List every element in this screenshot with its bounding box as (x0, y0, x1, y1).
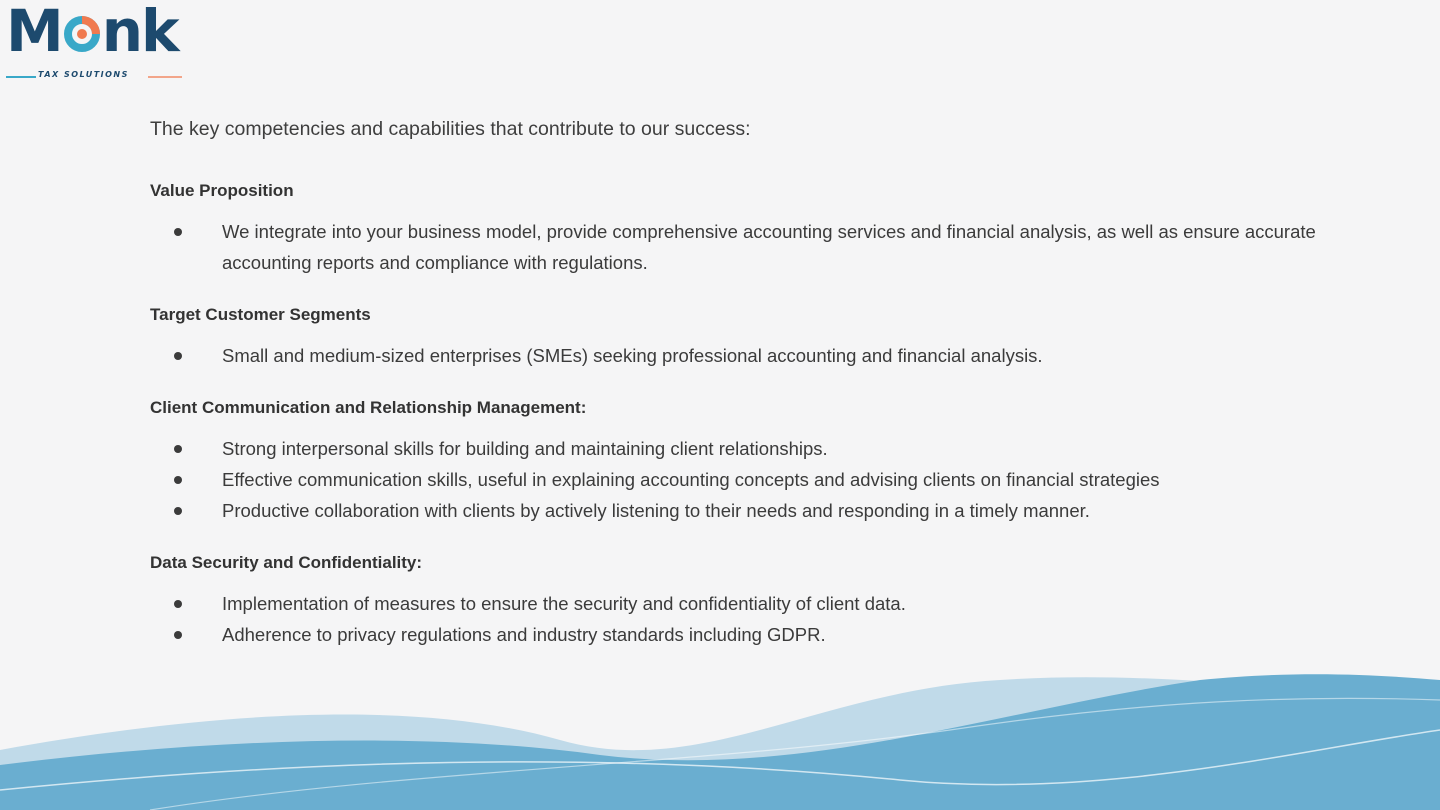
logo-tagline-row (6, 68, 182, 80)
bullet-dot-icon (174, 228, 182, 236)
section-heading: Target Customer Segments (150, 305, 371, 324)
logo-rule-left (6, 76, 36, 78)
section-data-security (150, 552, 1350, 650)
bullet-item: Strong interpersonal skills for building and maintaining client relationships. (150, 433, 1322, 464)
bullet-dot-icon (174, 507, 182, 515)
bullet-item: Small and medium-sized enterprises (SMEs) seeking professional accounting and financial analysis. (150, 340, 1322, 371)
slide-content (150, 116, 1350, 676)
bullet-item: Implementation of measures to ensure the security and confidentiality of client data. (150, 588, 1322, 619)
bullet-item: Productive collaboration with clients by actively listening to their needs and responding in a timely manner. (150, 495, 1322, 526)
bullet-list (150, 433, 1350, 526)
logo-o-icon (63, 4, 101, 42)
intro-text: The key competencies and capabilities that contribute to our success: (150, 118, 751, 140)
section-heading: Client Communication and Relationship Management: (150, 398, 587, 417)
bullet-list (150, 216, 1350, 278)
bullet-item: Adherence to privacy regulations and industry standards including GDPR. (150, 619, 1322, 650)
logo-letters-nk: nk (101, 0, 178, 65)
bullet-dot-icon (174, 600, 182, 608)
bullet-list (150, 588, 1350, 650)
section-heading: Value Proposition (150, 181, 294, 200)
bullet-dot-icon (174, 352, 182, 360)
company-logo (6, 0, 186, 86)
section-client-communication (150, 397, 1350, 526)
bullet-dot-icon (174, 631, 182, 639)
logo-letter-m: M (6, 0, 62, 65)
section-value-proposition (150, 180, 1350, 278)
bullet-dot-icon (174, 445, 182, 453)
logo-rule-right (148, 76, 182, 78)
bullet-list (150, 340, 1350, 371)
decorative-waves (0, 670, 1440, 810)
section-heading: Data Security and Confidentiality: (150, 553, 423, 572)
bullet-item: Effective communication skills, useful in explaining accounting concepts and advising clients on financial strategies (150, 464, 1322, 495)
bullet-dot-icon (174, 476, 182, 484)
logo-tagline: TAX SOLUTIONS (38, 70, 129, 79)
bullet-item: We integrate into your business model, provide comprehensive accounting services and financial analysis, as well as ensure accurate accounting reports and compliance with regulations. (150, 216, 1322, 278)
section-target-customer-segments (150, 304, 1350, 371)
logo-wordmark (6, 0, 178, 65)
